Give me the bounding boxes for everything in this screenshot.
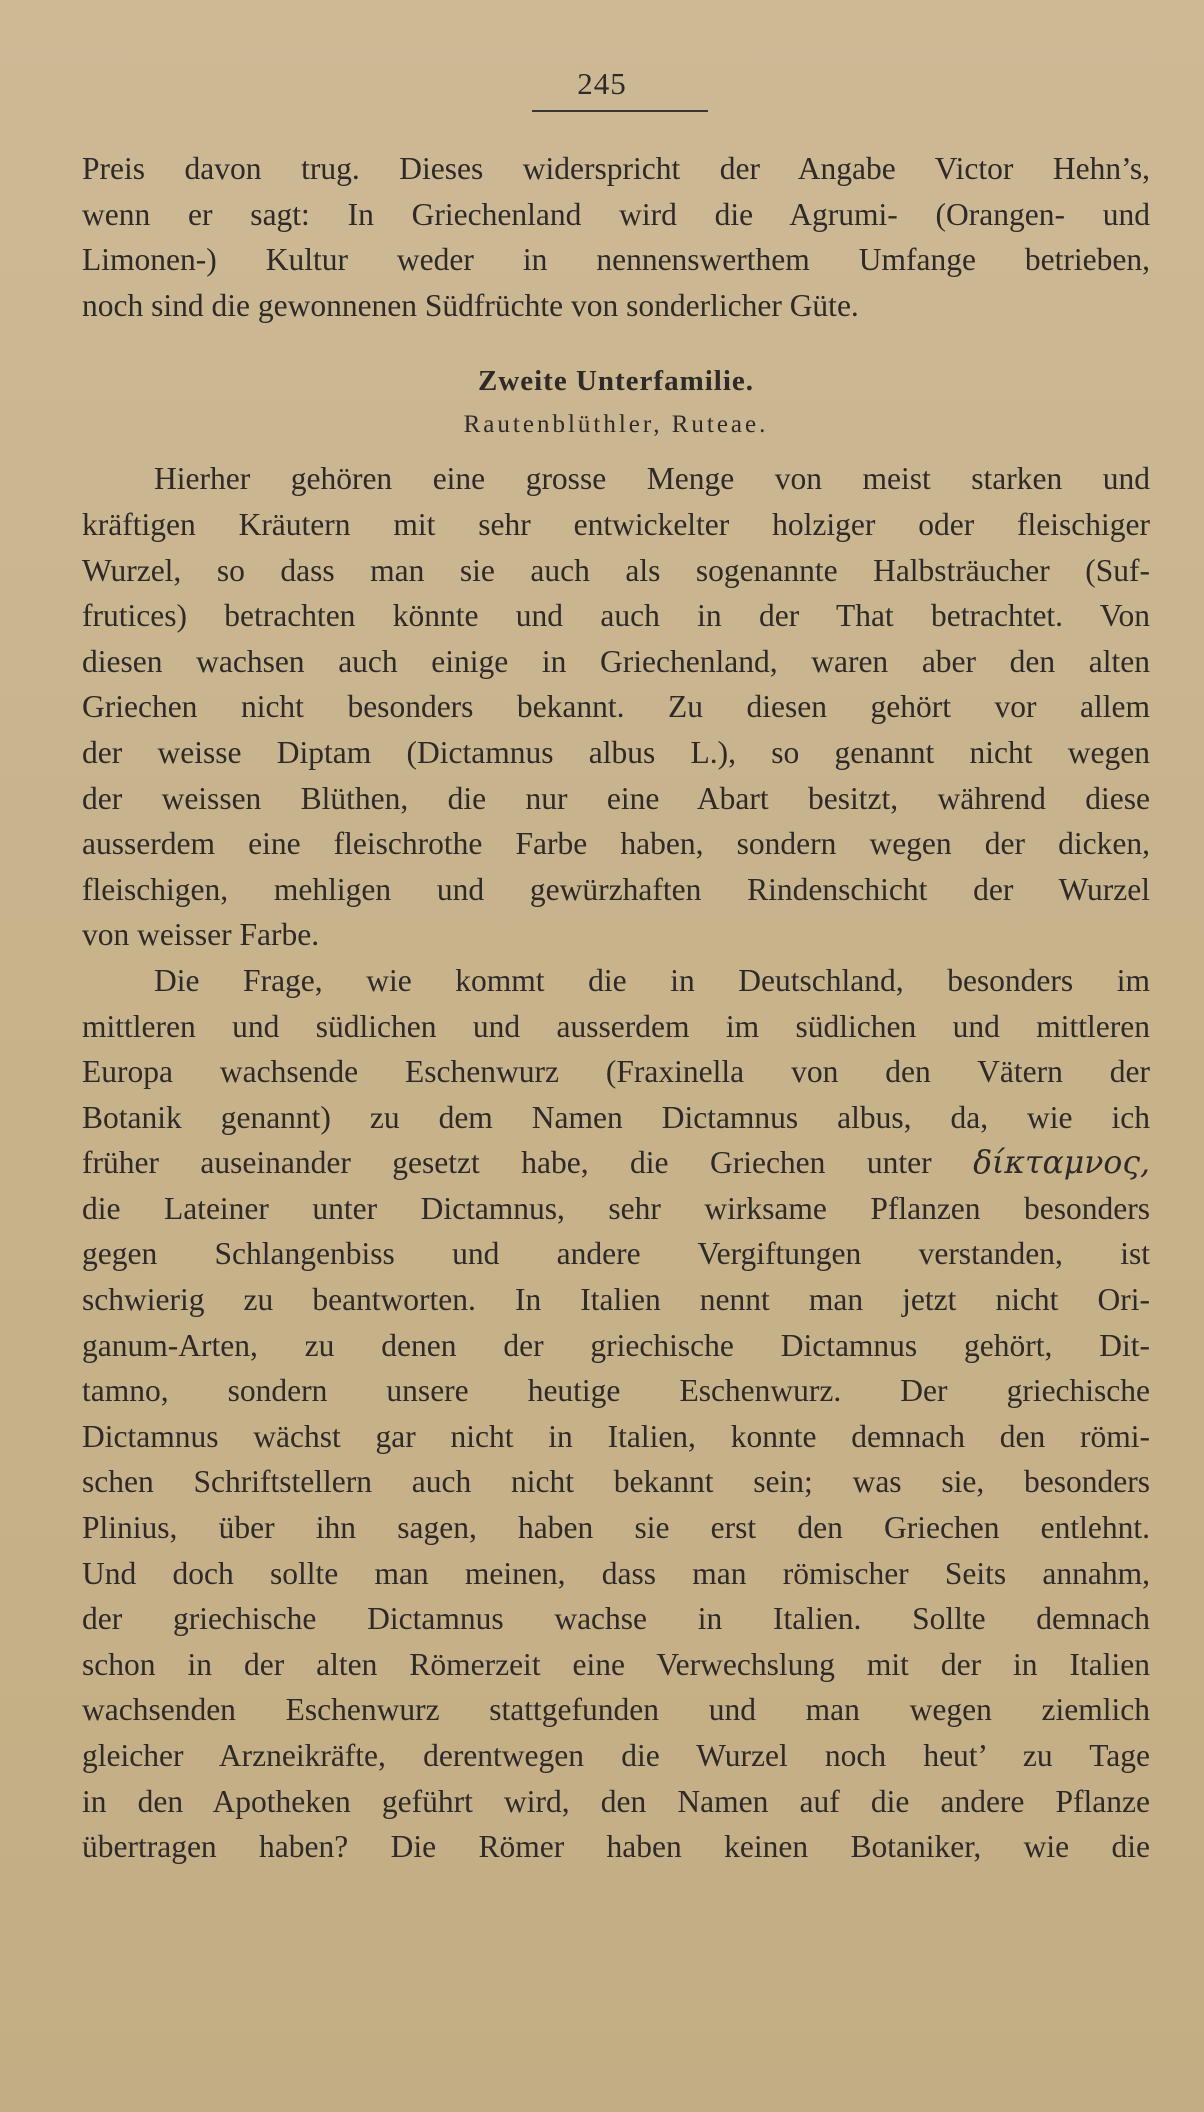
text-line: übertragen haben? Die Römer haben keinen Botaniker, wie die <box>82 1829 1150 1865</box>
text-line: frutices) betrachten könnte und auch in der That betrachtet. Von <box>82 598 1150 634</box>
text-line: in den Apotheken geführt wird, den Namen auf die andere Pflanze <box>82 1783 1150 1819</box>
text-line: Preis davon trug. Dieses widerspricht der Angabe Victor Hehn’s, <box>82 151 1150 186</box>
text-line: Griechen nicht besonders bekannt. Zu diesen gehört vor allem <box>82 689 1150 725</box>
text-line: Botanik genannt) zu dem Namen Dictamnus albus, da, wie ich <box>82 1099 1150 1135</box>
text-line: der weissen Blüthen, die nur eine Abart besitzt, während diese <box>82 780 1150 816</box>
section-heading: Zweite Unterfamilie. <box>477 365 755 398</box>
text-line: wachsenden Eschenwurz stattgefunden und man wegen ziemlich <box>82 1692 1150 1728</box>
text-line: Limonen-) Kultur weder in nennenswerthem Umfange betrieben, <box>82 242 1150 278</box>
text-line: diesen wachsen auch einige in Griechenland, waren aber den alten <box>82 643 1150 679</box>
page-number: 245 <box>577 66 627 101</box>
text-line: schon in der alten Römerzeit eine Verwechslung mit der in Italien <box>82 1646 1150 1682</box>
text-line-with-greek <box>82 1140 1150 1186</box>
text-line: die Lateiner unter Dictamnus, sehr wirksame Pflanzen besonders <box>82 1190 1150 1226</box>
text-line: der griechische Dictamnus wachse in Italien. Sollte demnach <box>82 1601 1150 1637</box>
section-subheading: Rautenblüthler, Ruteae. <box>463 411 769 439</box>
text-line: Die Frage, wie kommt die in Deutschland, besonders im <box>154 962 1150 998</box>
text-line: kräftigen Kräutern mit sehr entwickelter holziger oder fleischiger <box>82 506 1150 542</box>
page-body <box>82 146 1150 1870</box>
text-line: wenn er sagt: In Griechenland wird die Agrumi- (Orangen- und <box>82 196 1150 232</box>
paragraph-3 <box>82 958 1150 1870</box>
paragraph-1 <box>82 146 1150 328</box>
text-line: Und doch sollte man meinen, dass man römischer Seits annahm, <box>82 1555 1150 1591</box>
paragraph-2 <box>82 456 1150 958</box>
text-line: ganum-Arten, zu denen der griechische Dictamnus gehört, Dit- <box>82 1327 1150 1363</box>
text-line: Wurzel, so dass man sie auch als sogenannte Halbsträucher (Suf- <box>82 552 1150 588</box>
text-line: ausserdem eine fleischrothe Farbe haben, sondern wegen der dicken, <box>82 826 1150 862</box>
text-line: von weisser Farbe. <box>82 917 320 953</box>
text-line: der weisse Diptam (Dictamnus albus L.), so genannt nicht wegen <box>82 734 1150 770</box>
text-line: mittleren und südlichen und ausserdem im südlichen und mittleren <box>82 1008 1150 1044</box>
text-line: gegen Schlangenbiss und andere Vergiftungen verstanden, ist <box>82 1236 1150 1272</box>
text-line: tamno, sondern unsere heutige Eschenwurz. Der griechische <box>82 1373 1150 1409</box>
text-line: gleicher Arzneikräfte, derentwegen die Wurzel noch heut’ zu Tage <box>82 1738 1150 1773</box>
text-line: fleischigen, mehligen und gewürzhaften Rindenschicht der Wurzel <box>82 871 1150 907</box>
text-line: Dictamnus wächst gar nicht in Italien, konnte demnach den römi- <box>82 1418 1150 1454</box>
text-line: noch sind die gewonnenen Südfrüchte von sonderlicher Güte. <box>82 287 859 323</box>
text-line: Plinius, über ihn sagen, haben sie erst den Griechen entlehnt. <box>82 1510 1150 1546</box>
text-line: Hierher gehören eine grosse Menge von meist starken und <box>154 461 1150 497</box>
text-line: Europa wachsende Eschenwurz (Fraxinella von den Vätern der <box>82 1054 1150 1090</box>
text-line: schwierig zu beantworten. In Italien nennt man jetzt nicht Ori- <box>82 1282 1150 1318</box>
greek-word: δίκταμνος, <box>973 1145 1150 1182</box>
page-number-rule <box>532 110 708 112</box>
text-line: schen Schriftstellern auch nicht bekannt sein; was sie, besonders <box>82 1464 1150 1500</box>
text-segment: früher auseinander gesetzt habe, die Griechen unter <box>82 1145 932 1181</box>
